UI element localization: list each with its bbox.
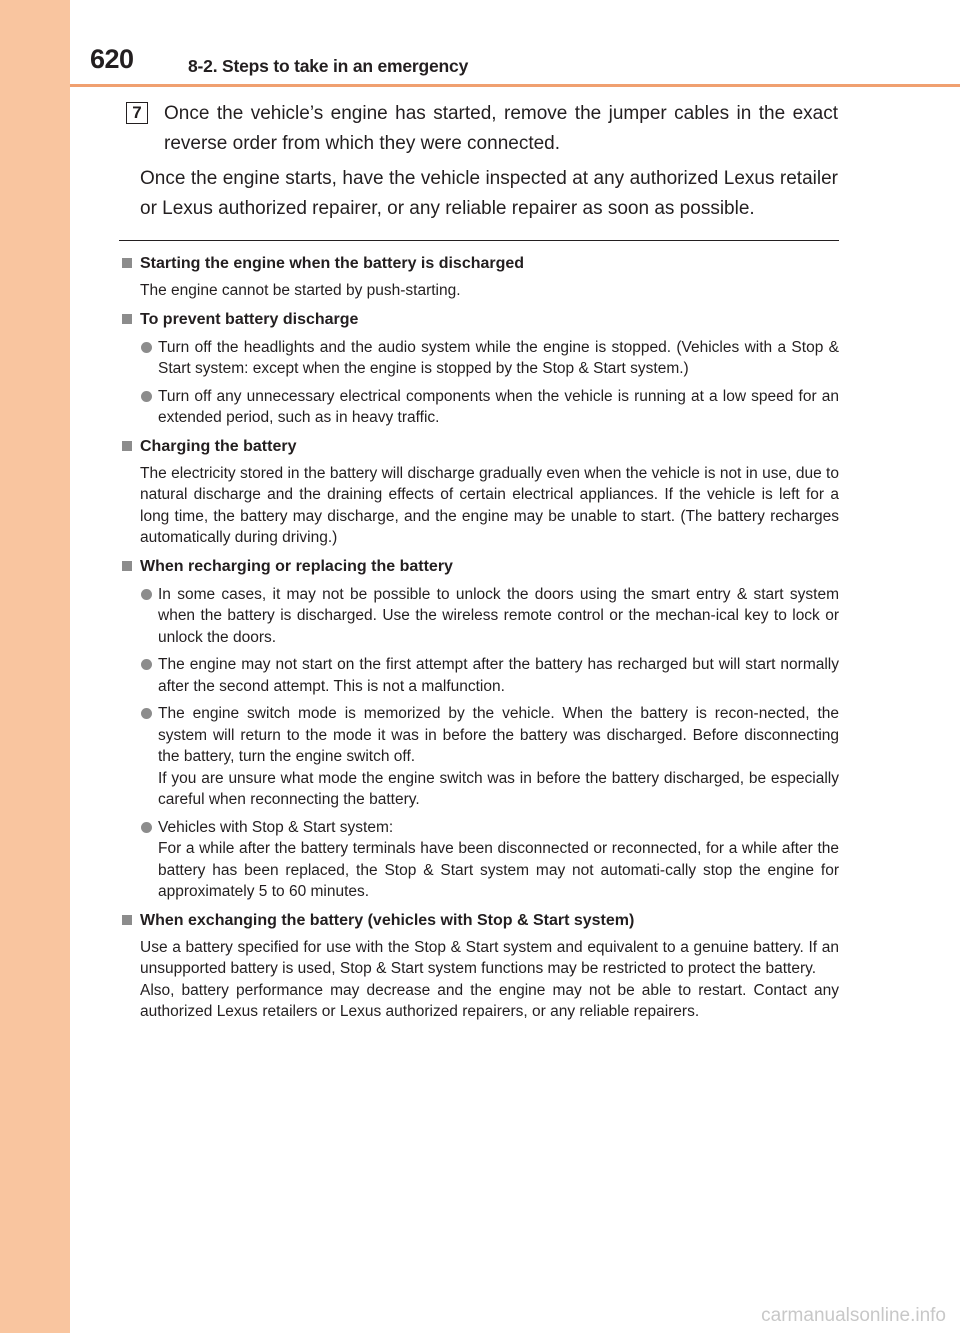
- step-block: [126, 99, 838, 224]
- note-heading-text: When exchanging the battery (vehicles with Stop & Start system): [140, 911, 635, 929]
- square-bullet-icon: [122, 314, 132, 324]
- bullet-text: Vehicles with Stop & Start system:: [158, 818, 394, 836]
- round-bullet-icon: [141, 391, 152, 402]
- note-block: [122, 556, 839, 903]
- note-body: [140, 280, 839, 302]
- note-heading: [122, 436, 839, 458]
- round-bullet-icon: [141, 589, 152, 600]
- note-body: [140, 463, 839, 549]
- note-body-paragraph: Use a battery specified for use with the Stop & Start system and equivalent to a genuine battery. If an unsupported battery is used, Stop & Start system functions may be restricted to protect the battery.: [140, 938, 839, 977]
- notes-section: [122, 253, 839, 1030]
- page-header: [70, 0, 960, 88]
- note-body-paragraph: Also, battery performance may decrease and the engine may not be able to restart. Contact any authorized Lexus retailers or Lexus authorized repairers, or any reliable repairers.: [140, 981, 839, 1020]
- bullet-text: If you are unsure what mode the engine switch was in before the battery discharged, be especially careful when reconnecting the battery.: [158, 769, 839, 808]
- step-number-badge: 7: [126, 102, 148, 124]
- square-bullet-icon: [122, 561, 132, 571]
- round-bullet-icon: [141, 342, 152, 353]
- page-number: 620: [90, 44, 134, 74]
- bullet-text: The engine may not start on the first attempt after the battery has recharged but will start normally after the second attempt. This is not a malfunction.: [158, 656, 839, 695]
- section-divider: [119, 240, 839, 241]
- round-bullet-icon: [141, 659, 152, 670]
- step-paragraph: Once the engine starts, have the vehicle inspected at any authorized Lexus retailer or Lexus authorized repairer, or any reliable repairer as soon as possible.: [140, 168, 838, 219]
- bullet-item: [122, 386, 839, 429]
- note-body: [140, 937, 839, 1023]
- square-bullet-icon: [122, 441, 132, 451]
- bullet-text: Turn off the headlights and the audio system while the engine is stopped. (Vehicles with a Stop & Start system: except when the engine is stopped by the Stop & Start system.): [158, 338, 839, 377]
- step-text: Once the vehicle’s engine has started, remove the jumper cables in the exact reverse order from which they were connected.: [164, 103, 838, 154]
- note-block: [122, 253, 839, 302]
- bullet-item: [122, 703, 839, 811]
- note-heading: [122, 309, 839, 331]
- note-body-paragraph: The electricity stored in the battery will discharge gradually even when the vehicle is not in use, due to natural discharge and the draining effects of certain electrical appliances. If the vehicle is left for a long time, the battery may discharge, and the engine may be unable to start. (The battery recharges automatically during driving.): [140, 464, 839, 546]
- note-heading: [122, 253, 839, 275]
- bullet-item: [122, 337, 839, 380]
- watermark: carmanualsonline.info: [761, 1305, 946, 1326]
- round-bullet-icon: [141, 822, 152, 833]
- note-heading: [122, 910, 839, 932]
- bullet-text: The engine switch mode is memorized by the vehicle. When the battery is recon-nected, the system will return to the mode it was in before the battery was discharged. Before disconnecting the battery, turn the engine switch off.: [158, 705, 839, 765]
- note-heading-text: Starting the engine when the battery is discharged: [140, 255, 525, 272]
- header-rule: [70, 84, 960, 87]
- round-bullet-icon: [141, 708, 152, 719]
- note-heading: [122, 556, 839, 578]
- bullet-text: For a while after the battery terminals have been disconnected or reconnected, for a while after the battery has been replaced, the Stop & Start system may not automati-cally stop the engine for approximately 5 to 60 minutes.: [158, 840, 839, 900]
- note-heading-text: Charging the battery: [140, 437, 297, 455]
- section-title: 8-2. Steps to take in an emergency: [188, 56, 469, 76]
- note-heading-text: To prevent battery discharge: [140, 310, 359, 328]
- square-bullet-icon: [122, 258, 132, 268]
- bullet-text: Turn off any unnecessary electrical components when the vehicle is running at a low speed for an extended period, such as in heavy traffic.: [158, 387, 839, 426]
- side-margin-band: [0, 0, 70, 1333]
- bullet-item: [122, 817, 839, 903]
- bullet-item: [122, 654, 839, 697]
- square-bullet-icon: [122, 915, 132, 925]
- note-body-paragraph: The engine cannot be started by push-starting.: [140, 282, 461, 299]
- note-block: [122, 910, 839, 1023]
- note-block: [122, 309, 839, 429]
- note-block: [122, 436, 839, 549]
- bullet-text: In some cases, it may not be possible to unlock the doors using the smart entry & start system when the battery is discharged. Use the wireless remote control or the mechan-ical key to lock or unlock the doors.: [158, 585, 839, 646]
- bullet-item: [122, 584, 839, 649]
- note-heading-text: When recharging or replacing the battery: [140, 557, 453, 575]
